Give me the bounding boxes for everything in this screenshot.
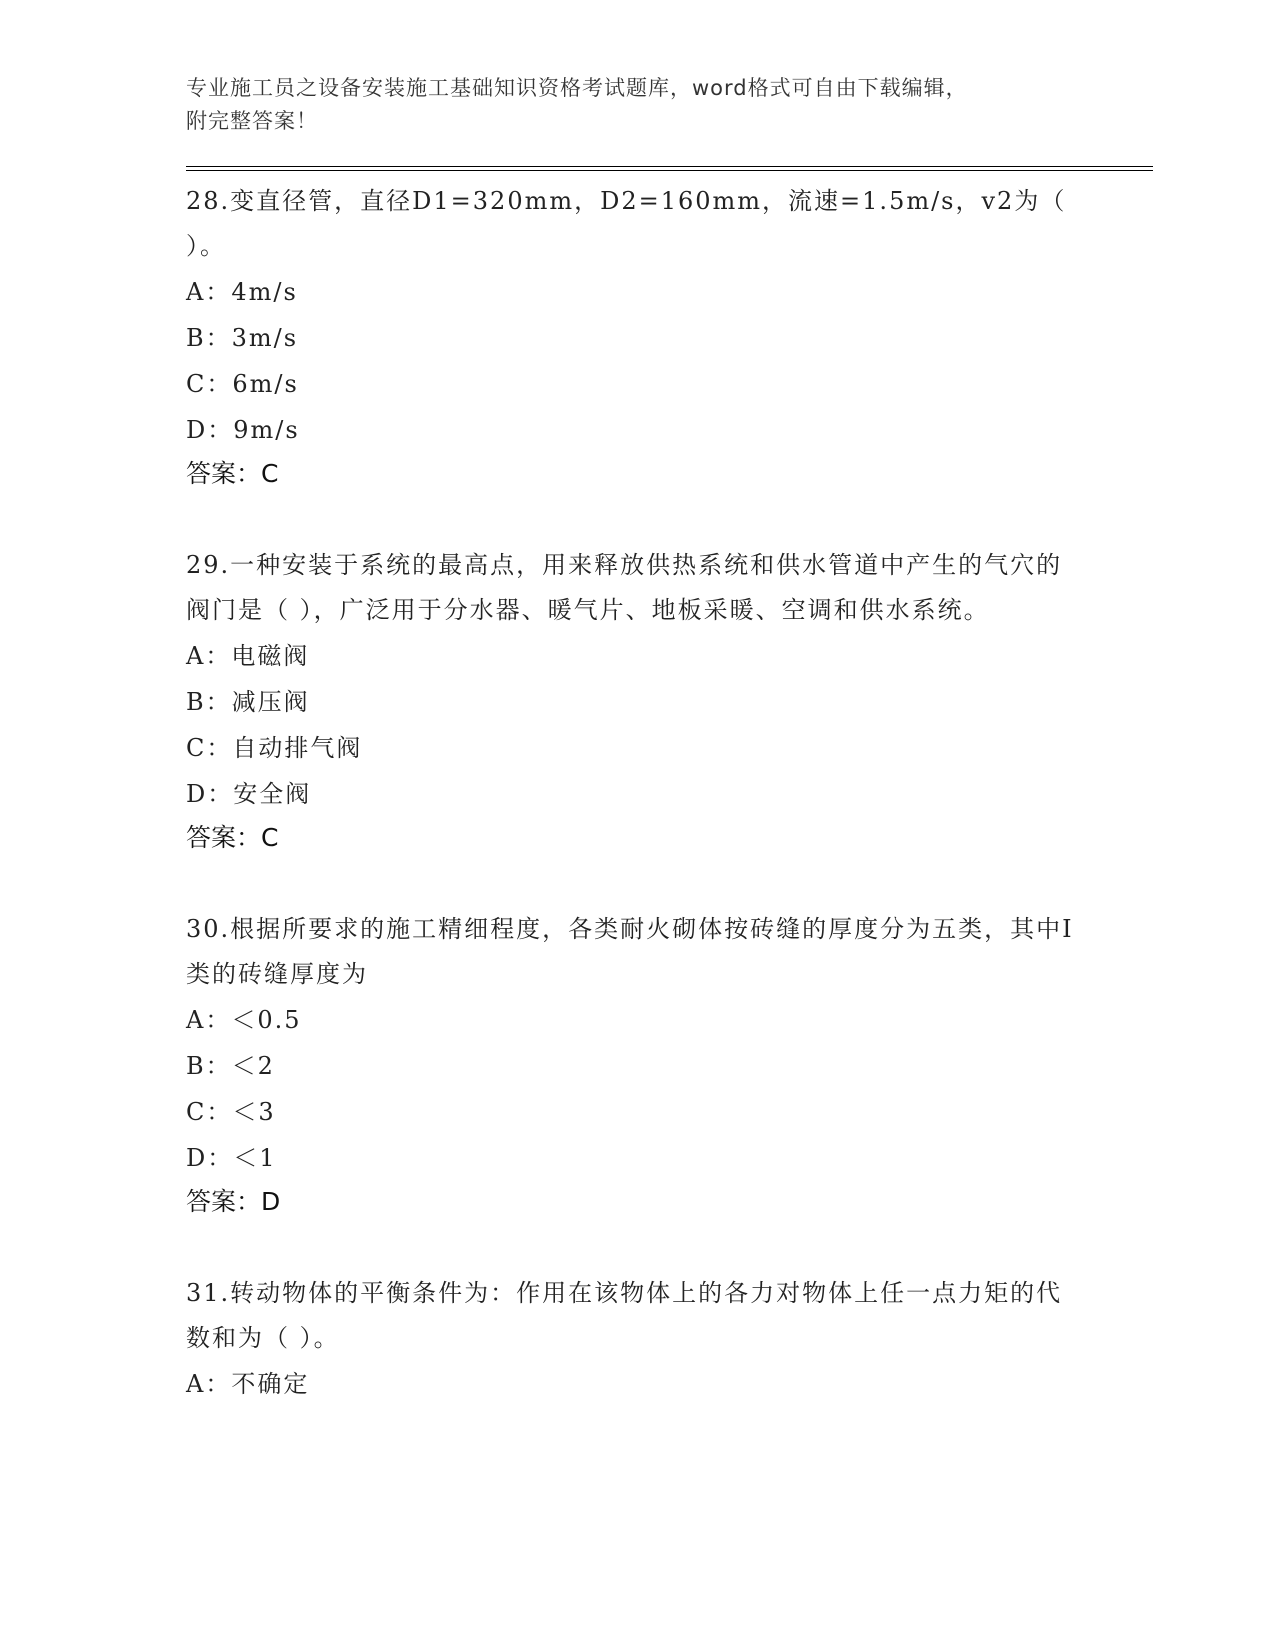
question-text: 31.转动物体的平衡条件为：作用在该物体上的各力对物体上任一点力矩的代数和为（ ）。 xyxy=(186,1279,1063,1352)
question-spacer xyxy=(186,495,1146,543)
answer-line: 答案：C xyxy=(186,459,279,488)
document-page xyxy=(186,72,1146,1407)
option-c: C：＜3 xyxy=(186,1098,276,1126)
question-28 xyxy=(186,179,1146,495)
answer-line: 答案：C xyxy=(186,823,279,852)
document-header xyxy=(186,72,1146,138)
option-a: A：＜0.5 xyxy=(186,1006,302,1034)
question-text: 29.一种安装于系统的最高点，用来释放供热系统和供水管道中产生的气穴的阀门是（ ），广泛用于分水器、暖气片、地板采暖、空调和供水系统。 xyxy=(186,551,1063,624)
header-line-1: 专业施工员之设备安装施工基础知识资格考试题库，word格式可自由下载编辑， xyxy=(186,76,968,100)
option-a: A：电磁阀 xyxy=(186,642,310,670)
question-text: 30.根据所要求的施工精细程度，各类耐火砌体按砖缝的厚度分为五类，其中I类的砖缝厚度为 xyxy=(186,915,1074,988)
question-29 xyxy=(186,543,1146,859)
header-divider xyxy=(186,166,1153,171)
option-d: D：＜1 xyxy=(186,1144,277,1172)
option-d: D：安全阀 xyxy=(186,780,312,808)
answer-line: 答案：D xyxy=(186,1187,281,1216)
option-a: A：不确定 xyxy=(186,1370,310,1398)
option-c: C：6m/s xyxy=(186,370,299,398)
option-b: B：＜2 xyxy=(186,1052,275,1080)
question-spacer xyxy=(186,1223,1146,1271)
option-b: B：3m/s xyxy=(186,324,299,352)
header-line-2: 附完整答案！ xyxy=(186,109,318,133)
question-30 xyxy=(186,907,1146,1223)
option-d: D：9m/s xyxy=(186,416,300,444)
question-31 xyxy=(186,1271,1146,1407)
option-a: A：4m/s xyxy=(186,278,298,306)
option-c: C：自动排气阀 xyxy=(186,734,363,762)
option-b: B：减压阀 xyxy=(186,688,310,716)
question-spacer xyxy=(186,859,1146,907)
question-text: 28.变直径管，直径D1=320mm，D2=160mm，流速=1.5m/s，v2为（ ）。 xyxy=(186,187,1067,260)
